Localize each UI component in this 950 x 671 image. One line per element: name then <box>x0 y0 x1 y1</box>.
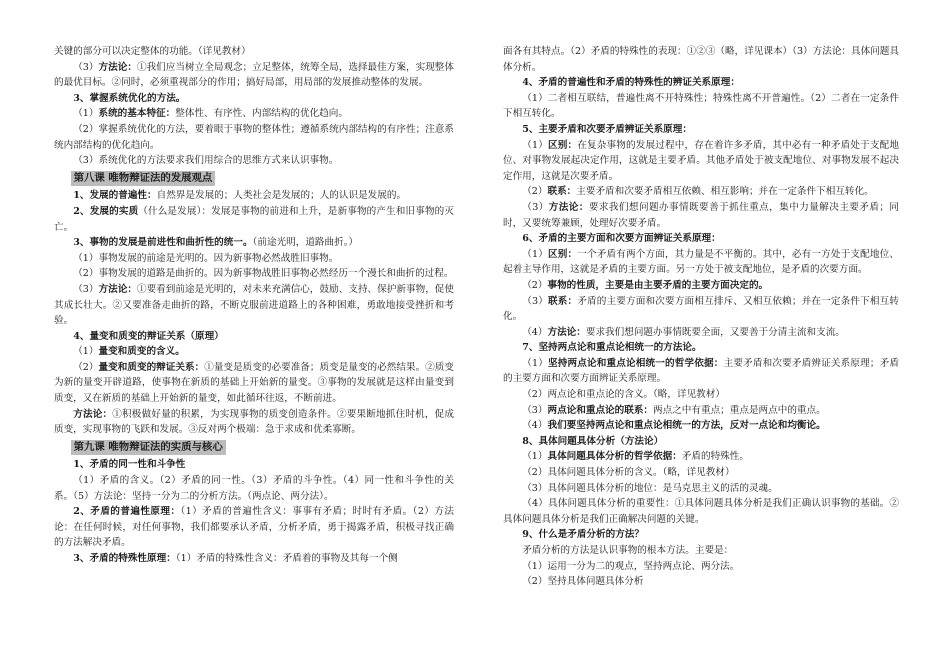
text-paragraph <box>54 473 454 504</box>
bold-text-run: 两点论和重点论的联系： <box>547 404 654 416</box>
lesson-heading-row <box>54 169 454 189</box>
text-run: （1）矛盾的特殊性含义：矛盾着的事物及其每一个侧 <box>175 553 398 564</box>
text-run: （1） <box>73 108 99 120</box>
text-run: （4） <box>522 420 548 432</box>
text-run: （4）具体问题具体分析的重要性：①具体问题具体分析是我们正确认识事物的基础。②具体问题具体分析是我们正确解决问题的关键。 <box>503 498 899 525</box>
text-run: 要求我们想问题办事情既要善于抓住重点，集中力量解决主要矛盾；同时，又要统筹兼顾，处理好次要矛盾。 <box>503 201 900 229</box>
text-run: （1） <box>73 346 99 358</box>
bold-text-run: 具体问题具体分析的哲学依据： <box>547 451 682 463</box>
bold-text-run: 方法论： <box>73 408 113 420</box>
text-run: 关键的部分可以决定整体的功能。（详见教材） <box>54 46 251 57</box>
text-run: 面各有其特点。（2）矛盾的特殊性的表现：①②③（略，详见课本）（3）方法论：具体问题具体分析。 <box>503 46 899 73</box>
text-paragraph <box>54 504 454 551</box>
text-paragraph <box>503 200 899 231</box>
text-run: （1）矛盾的普遍性含义：事事有矛盾；时时有矛盾。（2）方法论：在任何时候，对任何事物，我们都要承认矛盾，分析矛盾，勇于揭露矛盾，积极寻找正确的方法解决矛盾。 <box>54 506 454 549</box>
bold-text-run: 4、矛盾的普遍性和矛盾的特殊性的辨证关系原理： <box>522 77 740 89</box>
text-paragraph <box>54 60 454 91</box>
text-paragraph <box>503 418 899 434</box>
text-run: ①积极做好量的积累，为实现事物的质变创造条件。②要果断地抓住时机，促成质变，实现事物的飞跃和发展。③反对两个极端：急于求成和优柔寡断。 <box>54 408 455 436</box>
text-paragraph <box>503 481 899 497</box>
text-paragraph <box>54 329 454 345</box>
bold-text-run: 联系： <box>547 186 577 198</box>
text-run: （1） <box>522 451 548 463</box>
bold-text-run: 3、矛盾的特殊性原理： <box>73 553 176 564</box>
text-paragraph <box>54 91 454 107</box>
text-run: （3） <box>522 404 548 416</box>
right-column <box>503 44 899 590</box>
text-run: （1） <box>522 248 548 260</box>
text-paragraph <box>503 496 899 527</box>
text-run: 整体性、有序性、内部结构的优化趋向。 <box>175 108 348 120</box>
text-paragraph <box>503 247 899 278</box>
bold-text-run: 区别： <box>547 248 578 260</box>
text-paragraph <box>503 465 899 481</box>
text-paragraph <box>54 344 454 360</box>
bold-text-run: 区别： <box>547 139 578 151</box>
text-paragraph <box>503 559 899 575</box>
text-run: （2）两点论和重点论的含义。（略，详见教材） <box>522 389 725 401</box>
bold-text-run: 1、矛盾的同一性和斗争性 <box>73 459 186 471</box>
text-run: （1）运用一分为二的观点，坚持两点论、两分法。 <box>522 560 740 572</box>
text-paragraph <box>54 188 454 204</box>
text-paragraph <box>503 574 899 590</box>
text-run: 一个矛盾有两个方面，其力量是不平衡的。其中，必有一方处于支配地位、起着主导作用，这就是矛盾的主要方面。另一方处于被支配地位，是矛盾的次要方面。 <box>503 248 900 276</box>
bold-text-run: 8、具体问题具体分析（方法论） <box>522 435 664 447</box>
text-run: 矛盾分析的方法是认识事物的根本方法。主要是： <box>522 545 734 556</box>
text-run: 在复杂事物的发展过程中，存在着许多矛盾，其中必有一种矛盾处于支配地位、对事物发展起决定作用，这就是主要矛盾。其他矛盾处于被支配地位、对事物发展不起决定作用，这就是次要矛盾。 <box>503 139 900 182</box>
text-run: ①我们应当树立全局观念；立足整体，统筹全局，选择最佳方案，实现整体的最优目标。②同时，必须重视部分的作用；搞好局部，用局部的发展推动整体的发展。 <box>54 61 455 89</box>
bold-text-run: 3、事物的发展是前进性和曲折性的统一。 <box>73 237 253 249</box>
text-paragraph <box>503 449 899 465</box>
bold-text-run: 方法论： <box>98 283 137 295</box>
text-paragraph <box>54 235 454 251</box>
text-paragraph <box>503 184 899 200</box>
bold-text-run: 我们要坚持两点论和重点论相统一的方法，反对一点论和均衡论。 <box>547 420 826 432</box>
text-paragraph <box>54 153 454 169</box>
text-paragraph <box>54 551 454 567</box>
text-paragraph <box>503 44 899 75</box>
text-paragraph <box>54 44 454 60</box>
text-run: （什么是发展）：发展是事物的前进和上升，是新事物的产生和旧事物的灭亡。 <box>54 205 454 233</box>
bold-text-run: 4、量变和质变的辩证关系（原理） <box>73 330 224 342</box>
text-run: （2）掌握系统优化的方法，要着眼于事物的整体性；遵循系统内部结构的有序性；注意系统内部结构的优化趋向。 <box>54 123 454 151</box>
text-run: ①要看到前途是光明的，对未来充满信心，鼓励、支持、保护新事物，促使其成长壮大。②又要准备走曲折的路，不断克服前进道路上的各种困难，勇敢地接受挫折和考验。 <box>54 283 455 327</box>
text-run: 主要矛盾和次要矛盾相互依赖、相互影响；并在一定条件下相互转化。 <box>576 186 874 198</box>
bold-text-run: 事物的性质，主要是由主要矛盾的主要方面决定的。 <box>547 279 769 291</box>
text-paragraph <box>54 251 454 267</box>
text-run: （2）具体问题具体分析的含义。（略，详见教材） <box>522 467 735 479</box>
text-paragraph <box>503 527 899 543</box>
bold-text-run: 1、发展的普遍性： <box>73 190 157 202</box>
bold-text-run: 6、矛盾的主要方面和次要方面辨证关系原理： <box>522 233 721 245</box>
bold-text-run: 坚持两点论和重点论相统一的哲学依据： <box>547 357 724 369</box>
bold-text-run: 2、矛盾的普遍性原理： <box>73 506 181 518</box>
bold-text-run: 2、发展的实质 <box>73 205 139 217</box>
left-column <box>54 44 454 567</box>
text-paragraph <box>503 340 899 356</box>
text-run: （3） <box>73 283 99 295</box>
bold-text-run: 方法论： <box>98 61 137 73</box>
text-run: 矛盾的主要方面和次要方面相互排斥、又相互依赖；并在一定条件下相互转化。 <box>503 295 900 323</box>
bold-text-run: 7、坚持两点论和重点论相统一的方法论。 <box>522 342 702 354</box>
text-paragraph <box>503 75 899 91</box>
text-run: （3） <box>522 295 548 307</box>
bold-text-run: 系统的基本特征： <box>98 108 176 120</box>
text-run: （1）事物发展的前途是光明的。因为新事物必然战胜旧事物。 <box>73 252 339 264</box>
text-paragraph <box>503 138 899 185</box>
text-run: （1）二者相互联结，普遍性离不开特殊性；特殊性离不开普遍性。（2）二者在一定条件下相互转化。 <box>503 92 899 120</box>
bold-text-run: 量变和质变的含义。 <box>98 346 185 358</box>
text-run: （2） <box>522 279 548 291</box>
text-paragraph <box>54 282 454 329</box>
text-run: （2） <box>73 361 99 373</box>
text-paragraph <box>54 122 454 153</box>
text-run: ①量变是质变的必要准备；质变是量变的必然结果。②质变为新的量变开辟道路，使事物在新质的基础上开始新的量变。③事物的发展就是这样由量变到质变，又在新质的基础上开始新的量变，如此循环往返，不断前进。 <box>54 361 455 405</box>
text-paragraph <box>503 543 899 559</box>
text-paragraph <box>503 325 899 341</box>
text-paragraph <box>54 407 454 438</box>
bold-text-run: 3、掌握系统优化的方法。 <box>73 92 186 104</box>
text-run: （前途光明，道路曲折。） <box>252 237 359 249</box>
text-run: （2）事物发展的道路是曲折的。因为新事物战胜旧事物必然经历一个漫长和曲折的过程。 <box>73 268 454 280</box>
bold-text-run: 方法论： <box>547 326 586 338</box>
text-paragraph <box>503 434 899 450</box>
text-paragraph <box>54 106 454 122</box>
text-run: （2） <box>522 186 548 198</box>
text-paragraph <box>54 457 454 473</box>
text-paragraph <box>503 294 899 325</box>
text-run: 矛盾的特殊性。 <box>681 451 749 463</box>
text-run: （3）系统优化的方法要求我们用综合的思维方式来认识事物。 <box>73 155 339 167</box>
bold-text-run: 方法论： <box>548 201 589 213</box>
text-run: （1） <box>522 139 548 151</box>
text-paragraph <box>503 356 899 387</box>
text-paragraph <box>54 360 454 407</box>
text-paragraph <box>54 204 454 235</box>
lesson-heading-row <box>54 438 454 458</box>
bold-text-run: 9、什么是矛盾分析的方法？ <box>522 529 644 541</box>
text-run: 主要矛盾和次要矛盾辨证关系原理；矛盾的主要方面和次要方面辨证关系原理。 <box>503 357 900 385</box>
text-paragraph <box>54 266 454 282</box>
lesson-heading: 第九课 唯物辩证法的实质与核心 <box>71 440 226 456</box>
text-paragraph <box>503 278 899 294</box>
text-run: （4） <box>522 326 548 338</box>
text-run: 自然界是发展的；人类社会是发展的；人的认识是发展的。 <box>156 190 407 202</box>
text-run: 两点之中有重点；重点是两点中的重点。 <box>653 404 826 416</box>
text-paragraph <box>503 387 899 403</box>
text-run: （3）具体问题具体分析的地位：是马克思主义的活的灵魂。 <box>522 482 778 494</box>
text-paragraph <box>503 91 899 122</box>
text-paragraph <box>503 122 899 138</box>
text-run: （1） <box>522 357 548 369</box>
text-run: 要求我们想问题办事情既要全面，又要善于分清主流和支流。 <box>585 326 845 338</box>
bold-text-run: 5、主要矛盾和次要矛盾辨证关系原理： <box>522 123 692 135</box>
lesson-heading: 第八课 唯物辩证法的发展观点 <box>71 171 216 187</box>
text-paragraph <box>503 231 899 247</box>
text-run: （3） <box>522 201 549 213</box>
text-run: （3） <box>73 61 99 73</box>
bold-text-run: 量变和质变的辩证关系： <box>98 361 205 373</box>
text-paragraph <box>503 403 899 419</box>
text-run: （1）矛盾的含义。（2）矛盾的同一性。（3）矛盾的斗争性。（4）同一性和斗争性的关系。（5）方法论：坚持一分为二的分析方法。（两点论、两分法）。 <box>54 475 454 502</box>
text-run: （2）坚持具体问题具体分析 <box>522 576 644 588</box>
bold-text-run: 联系： <box>547 295 578 307</box>
